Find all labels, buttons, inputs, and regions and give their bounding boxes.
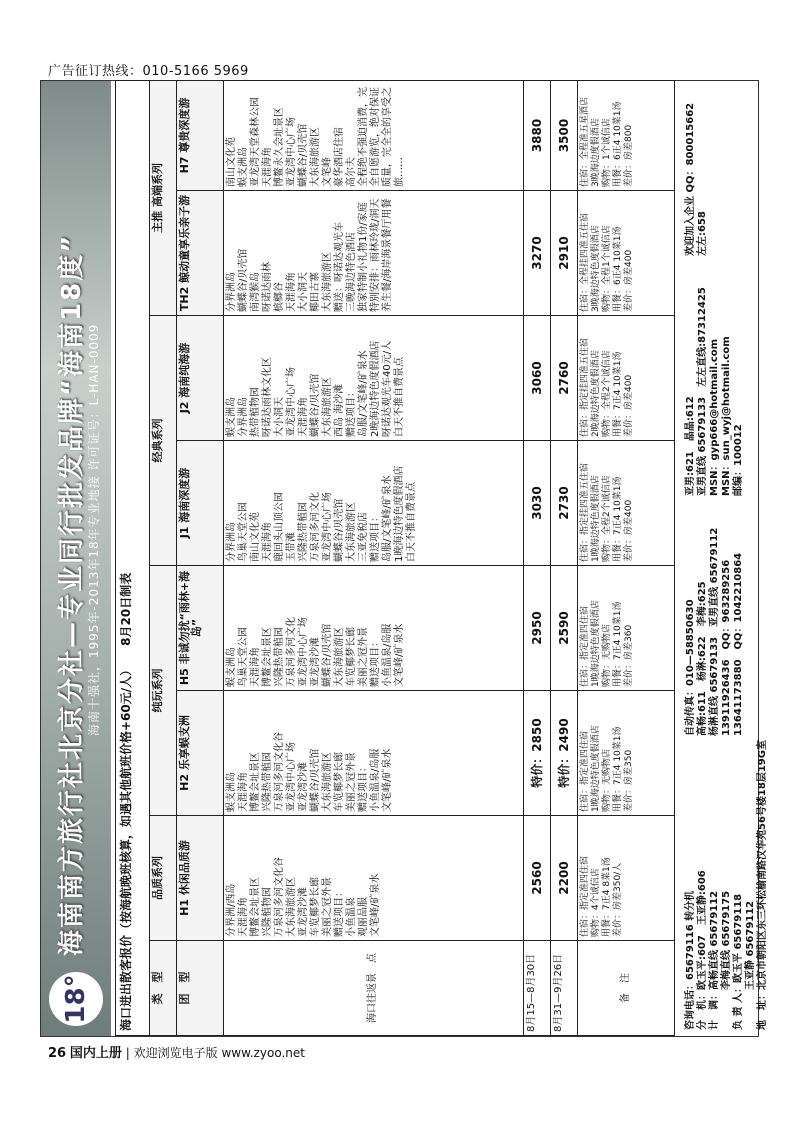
contact-col-1: 咨询电话：65679116 转分机 分 机：欧玉平:607 王亚静:606 计 调：高畅直线 65679112 李梅直线 65679175 负 责 人：欧玉平 65679118 王亚静 65679112 地 址：北京市朝阳区东三环松榆南路汉华苑56号楼18层19G室 [685, 740, 768, 1030]
price-h2-1: 特价：2850 [523, 691, 550, 816]
page-number: 26 [48, 1046, 67, 1061]
remark-h5: 住宿：指定准四住宿 1晚海边特色度假酒店 购物：无购物店 用餐：7正4 10菜1汤 差价：房差360 [578, 566, 675, 691]
col-type: 类 型 [149, 941, 176, 1036]
price-j1-2: 2730 [551, 441, 578, 566]
price-h2-2: 特价：2490 [551, 691, 578, 816]
date-2: 8月31—9月26日 [551, 941, 578, 1036]
price-j2-1: 3060 [523, 316, 550, 441]
rotated-ad-page [40, 80, 768, 1037]
product-th2: TH2 鲸动童享乐亲子游 [177, 191, 224, 316]
rotated-content [41, 81, 768, 1036]
price-h7-2: 3500 [551, 80, 578, 190]
contact-col-4: 欢迎加入企业 QQ：800015662 左左:658 [685, 102, 708, 256]
price-th2-1: 3270 [523, 191, 550, 316]
footer-text[interactable]: 欢迎浏览电子版 www.zyoo.net [133, 1046, 305, 1060]
routes-h2: 蜈支洲岛 天涯海角 博鳌会址景区 兴隆热带植园 万泉河多河文化谷 亚龙湾中心广场 亚龙湾沙滩 蝴蝶谷/贝壳馆 大东海旅游区 车览椰梦长廊 美丽之冠外景 赠送项目： 小鱼温泉/岛服 文笔峰/矿泉水 [223, 691, 523, 816]
product-j1: J1 海南深度游 [177, 441, 224, 566]
price-j2-2: 2760 [551, 316, 578, 441]
product-h7: H7 尊贵深度游 [177, 80, 224, 190]
date-1: 8月15—8月30日 [523, 941, 550, 1036]
remark-j1: 住宿：指定挂四准五住宿 1晚海边特色度假酒店 购物：全程2个诚信店 用餐：7正4 10菜1汤 差价：房差400 [578, 441, 675, 566]
routes-h1: 分界洲/西岛 天涯海角 博鳌会址景区 兴隆植物园 万泉河多河文化谷 大东海旅游区 亚龙湾沙滩 车览椰梦长廊 美丽之冠外景 赠送项目： 小鱼温泉 观丽品服 文笔峰/矿泉水 [223, 816, 523, 941]
series-0: 品质系列 [149, 816, 176, 941]
remark-h7: 住宿：全程准五星酒店 3晚海边度假酒店 购物：1个诚信店 用餐：6正4 10菜1汤 差价：房差800 [578, 80, 675, 190]
remark-j2: 住宿：指定挂四准五住宿 2晚海边特色度假酒店 购物：全程2个诚信店 用餐：7正4 10菜1汤 差价：房差400 [578, 316, 675, 441]
product-h1: H1 休闲品质游 [177, 816, 224, 941]
series-3: 主推 高端系列 [149, 80, 176, 315]
remark-h2: 住宿：指定准四住宿 1晚海边特色度假酒店 购物：无购物店 用餐：7正4 10菜1汤 差价：房差350 [578, 691, 675, 816]
product-j2: J2 海南纯海游 [177, 316, 224, 441]
price-h5-2: 2590 [551, 566, 578, 691]
price-h5-1: 2950 [523, 566, 550, 691]
page-footer: 26 国内上册 | 欢迎浏览电子版 www.zyoo.net [48, 1046, 305, 1061]
price-h7-1: 3880 [523, 80, 550, 190]
table-caption: 海口进出散客报价（按海航晚班核算，如遇其他航班价格+60元/人） 8月20日制表 [116, 80, 150, 1035]
contact-col-3: 亚男:621 晶晶:612 亚男直线 65679133 左左直线:87312425 MSN：gyp666@hotmail.com MSN：sun_wyj@hotmail.com 邮编：100012 [685, 287, 744, 496]
price-j1-1: 3030 [523, 441, 550, 566]
banner [41, 81, 111, 1036]
remark-label: 备 注 [578, 941, 675, 1036]
routes-h7: 南山文化苑 蜈支洲岛 亚龙湾天堂森林公园 天涯海角 博鳌永久会址景区 亚龙湾中心广场 蝴蝶谷/贝壳馆 大东海旅游区 文笔峰 豪华酒店住宿 高尔夫 全程绝不强迫消费，完全自愿游览，绝对保证质量，完全全的享受之旅…… [223, 80, 523, 190]
col-spots: 海口往返景 点 [223, 941, 523, 1036]
contact-block [681, 81, 768, 1036]
product-h5: H5 非诚勿扰“雨林+海岛” [177, 566, 224, 691]
logo-18: 18° [49, 972, 103, 1026]
price-table [115, 81, 675, 1036]
routes-th2: 分界洲岛 蝴蝶谷/贝壳馆 南湾猴岛 呀诺达雨林 槟榔谷 天涯海角 大小洞天 椰田古寨 大东海旅游区 赠送：呀诺达观光车 三晚海边特色酒店 独家特制小礼物1份/家庭 特别安排：雨林玲珑/洞天养生餐/海岸海景餐厅用餐 [223, 191, 523, 316]
routes-h5: 蜈支洲岛 鸟巢天堂公园 天涯海角 博鳌会址景区 兴隆热带植园 万泉河多河文化 亚龙湾中心广场 亚龙湾沙滩 蝴蝶谷/贝壳馆 大东海旅游区 车览椰梦长廊 美丽之冠外景 赠送项目： 小鱼温泉/岛服 文笔峰/矿泉水 [223, 566, 523, 691]
contact-col-2: 自动传真：010—58850630 高畅:611 杨淋:622 李梅:625 杨淋直线 65679133 亚男直线 65679112 13911926436 QQ：963289256 13641173880 QQ：1042210864 [685, 527, 744, 736]
price-th2-2: 2910 [551, 191, 578, 316]
product-h2: H2 乐享蜈支洲 [177, 691, 224, 816]
col-group: 团 型 [177, 941, 224, 1036]
price-h1-2: 2200 [551, 816, 578, 941]
series-1: 纯玩系列 [149, 566, 176, 816]
series-2: 经典系列 [149, 316, 176, 566]
price-h1-1: 2560 [523, 816, 550, 941]
remark-h1: 住宿：指定准四住宿 购物：4个诚信店 用餐：7正4 8菜1汤 差价：房差350/人 [578, 816, 675, 941]
banner-subtitle: 海南十强社，1995年-2013年18年专业地接 许可证号：L-HAN-0009 [87, 323, 101, 736]
routes-j2: 蜈支洲岛 分界洲岛 热带植物园 呀诺达雨林文化区 大小洞天 亚龙湾中心广场 天涯海角 蝴蝶谷/贝壳馆 大东海旅游区 西岛 海沙滩 赠送项目： 岛服/文笔峰/矿泉水 2晚海边特色度假酒店 呀诺达观光车40元/人 白天不推自费景点 [223, 316, 523, 441]
section-name: 国内上册 [69, 1046, 122, 1061]
banner-title: 海南南方旅行社北京分社—专业同行批发品牌“海南18度” [57, 233, 87, 956]
remark-th2: 住宿：全程挂四准五住宿 3晚海边特色度假酒店 购物：全程1个诚信店 用餐：6正4 10菜1汤 差价：房差400 [578, 191, 675, 316]
ad-hotline: 广告征订热线：010-5166 5969 [48, 64, 249, 79]
routes-j1: 分界洲岛 鸟巢天堂公园 南山文化苑 天涯海角 鹿回头山顶公园 玉带滩 兴隆热带植园 万泉河多河文化 亚龙湾中心广场 蝴蝶谷/贝壳馆 大东海旅游区 三亚免税店 赠送项目： 岛服/文笔峰/矿泉水 1晚海边特色度假酒店 白天不推自费景点 [223, 441, 523, 566]
